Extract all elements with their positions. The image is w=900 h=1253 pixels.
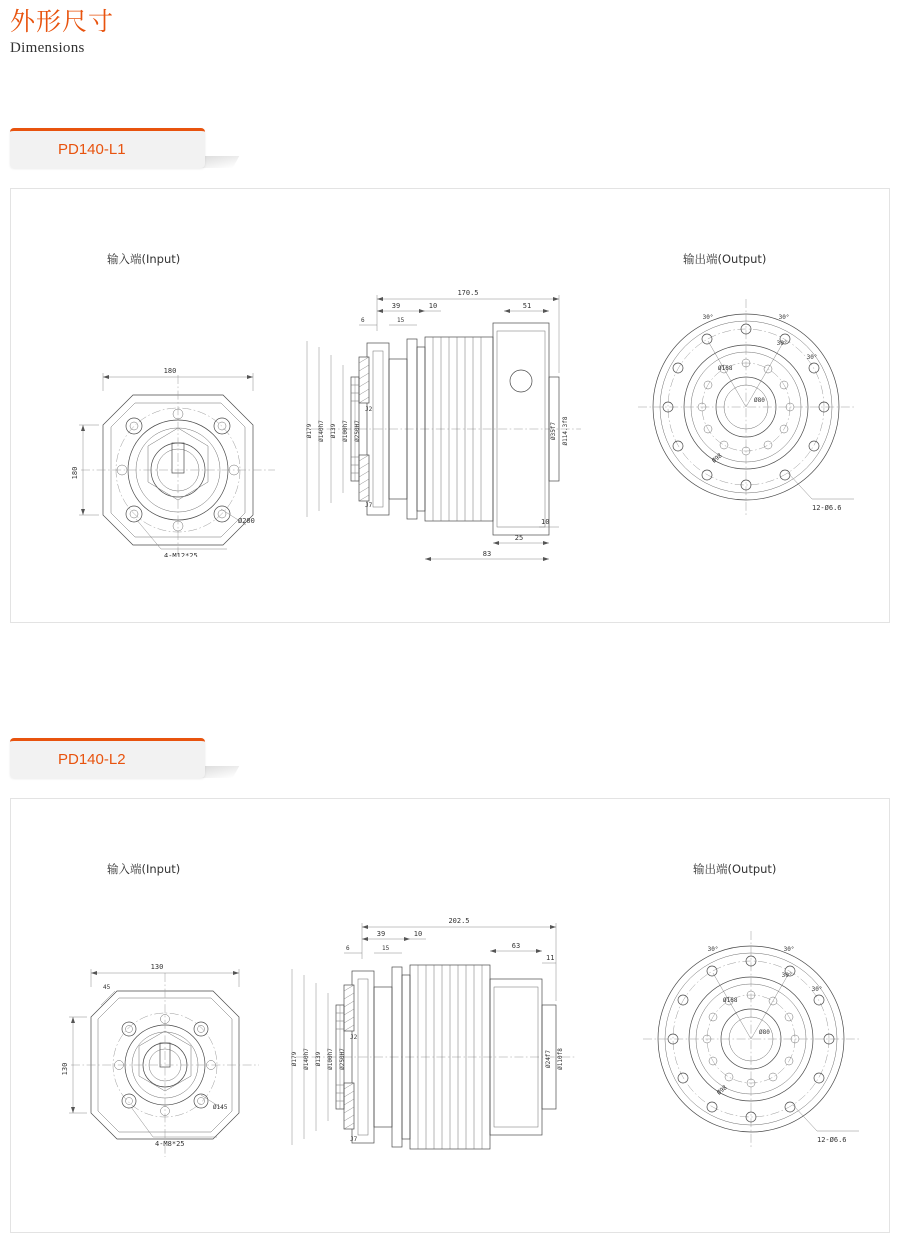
- side-section-drawing-1: [291, 281, 591, 581]
- side-diam-140h7-1: Ø140h7: [318, 420, 325, 442]
- front-circle-dim-2: Ø145: [213, 1104, 228, 1111]
- front-view-drawing-1: [41, 297, 301, 557]
- side-dim-15-1: 15: [397, 317, 405, 324]
- drawing-panel-1: [10, 188, 890, 623]
- output-diam-98-2: Ø98: [715, 1084, 729, 1097]
- side-dim-39-1: 39: [391, 302, 401, 310]
- page-header: [10, 8, 114, 57]
- output-hole-note-1: 12-Ø6.6: [812, 504, 842, 512]
- side-dim-39-2: 39: [376, 930, 386, 938]
- tab-pd140-l2[interactable]: [10, 738, 205, 778]
- output-view-drawing-1: [636, 297, 866, 547]
- side-total-length-1: 170.5: [457, 289, 479, 297]
- side-diam-110f8-2: Ø110f8: [557, 1048, 564, 1070]
- side-tol-J7-1: J7: [365, 502, 373, 509]
- side-dim-11-2: 11: [546, 954, 555, 962]
- side-dim-6-1: 6: [361, 317, 365, 324]
- side-diam-250H7-2: Ø250H7: [339, 1048, 346, 1070]
- output-angle-a-2: 30°: [707, 946, 719, 953]
- side-dim-83-1: 83: [482, 550, 492, 558]
- output-diam-80-2: Ø80: [759, 1029, 770, 1036]
- output-angle-a-1: 30°: [702, 314, 714, 321]
- front-bolt-note-1: 4-M12*25: [164, 552, 198, 557]
- output-angle-b-2: 30°: [783, 946, 795, 953]
- tab-label: PD140-L2: [58, 751, 126, 768]
- front-height-dim-2: 130: [61, 1062, 69, 1076]
- output-angle-b-1: 30°: [778, 314, 790, 321]
- side-tol-J7-2: J7: [350, 1136, 358, 1143]
- side-diam-179-1: Ø179: [306, 423, 313, 439]
- side-diam-24f7-2: Ø24f7: [545, 1049, 552, 1069]
- input-caption-2: 输入端(Input): [107, 862, 181, 876]
- side-section-drawing-2: [276, 909, 586, 1209]
- output-angle-d-2: 30°: [811, 986, 823, 993]
- tab-pd140-l1[interactable]: [10, 128, 205, 168]
- front-width-dim-1: 180: [163, 367, 177, 375]
- side-diam-100h7-1: Ø100h7: [342, 420, 349, 442]
- front-bolt-note-2: 4-M8*25: [155, 1140, 185, 1148]
- front-corner-dim-2: 45: [103, 984, 111, 991]
- side-diam-179-2: Ø179: [291, 1051, 298, 1067]
- drawing-panel-2: [10, 798, 890, 1233]
- side-diam-139-1: Ø139: [330, 423, 337, 439]
- side-diam-100h7-2: Ø100h7: [327, 1048, 334, 1070]
- input-caption-1: 输入端(Input): [107, 252, 181, 266]
- output-view-drawing-2: [641, 929, 871, 1179]
- front-view-drawing-2: [41, 929, 291, 1179]
- output-angle-d-1: 30°: [806, 354, 818, 361]
- front-height-dim-1: 180: [71, 466, 79, 480]
- side-diam-35f7-1: Ø35f7: [550, 421, 557, 441]
- output-hole-note-2: 12-Ø6.6: [817, 1136, 847, 1144]
- side-diam-250H7-1: Ø250H7: [354, 420, 361, 442]
- side-diam-139-2: Ø139: [315, 1051, 322, 1067]
- tab-label: PD140-L1: [58, 141, 126, 158]
- side-dim-25-1: 25: [514, 534, 524, 542]
- side-dim-10b-1: 10: [541, 518, 550, 526]
- output-diam-80-1: Ø80: [754, 397, 765, 404]
- side-total-length-2: 202.5: [448, 917, 470, 925]
- front-width-dim-2: 130: [150, 963, 164, 971]
- side-diam-140h7-2: Ø140h7: [303, 1048, 310, 1070]
- page-title-cn: 外形尺寸: [10, 7, 115, 36]
- side-diam-114-1: Ø114.3f8: [562, 416, 569, 446]
- output-diam-168-1: Ø168: [718, 365, 733, 372]
- page-title-en: Dimensions: [10, 39, 85, 56]
- output-caption-1: 输出端(Output): [683, 252, 767, 266]
- output-angle-c-1: 30°: [776, 340, 788, 347]
- side-dim-10-2: 10: [413, 930, 423, 938]
- output-caption-2: 输出端(Output): [693, 862, 777, 876]
- output-angle-c-2: 30°: [781, 972, 793, 979]
- side-dim-51-1: 51: [522, 302, 532, 310]
- side-tol-J2-1: J2: [365, 406, 373, 413]
- section-tab-1: [10, 128, 205, 168]
- side-dim-15-2: 15: [382, 945, 390, 952]
- side-dim-6-2: 6: [346, 945, 350, 952]
- side-dim-10-1: 10: [428, 302, 438, 310]
- front-circle-dim-1: Ø200: [238, 517, 255, 525]
- section-tab-2: [10, 738, 205, 778]
- output-diam-98-1: Ø98: [710, 452, 724, 465]
- side-tol-J2-2: J2: [350, 1034, 358, 1041]
- side-dim-63-2: 63: [511, 942, 521, 950]
- output-diam-168-2: Ø168: [723, 997, 738, 1004]
